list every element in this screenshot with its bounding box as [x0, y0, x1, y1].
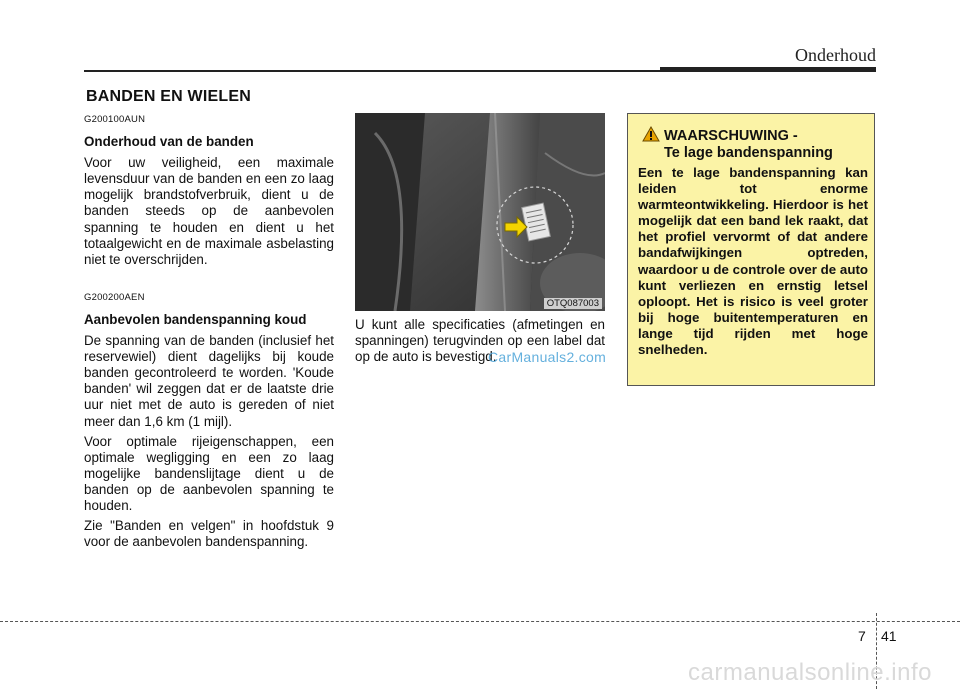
subheading: Onderhoud van de banden	[84, 134, 254, 150]
subheading: Aanbevolen bandenspanning koud	[84, 311, 307, 327]
figure-caption-text: U kunt alle specificaties (afmetingen en spanningen) terugvinden op een label dat op de auto is bevestigd.	[355, 317, 605, 365]
section-code: G200200AEN	[84, 291, 145, 303]
warning-box	[627, 113, 875, 386]
paragraph: Voor uw veiligheid, een maximale levensduur van de banden en een zo laag mogelijk brandstofverbruik, dient u de banden steeds op de aanbevolen spanning te houden en dient u het totaalgewicht en de maximale asbelasting niet te overschrijden.	[84, 155, 334, 267]
watermark-text: CarManuals2.com	[488, 349, 607, 365]
warning-body: Een te lage bandenspanning kan leiden tot enorme warmteontwikkeling. Hierdoor is het mogelijk dat een band lek raakt, dat het profiel vervormt of dat andere bandafwijkingen optreden, waardoor u de controle over de auto kunt verliezen en ernstig letsel oploopt. Het is risico is veel groter bij hoge buitentemperaturen en lange tijd rijden met hoge snelheden.	[638, 165, 868, 358]
section-code: G200100AUN	[84, 114, 146, 125]
section-title: BANDEN EN WIELEN	[86, 88, 251, 105]
door-pillar-photo	[355, 113, 605, 311]
chapter-header: Onderhoud	[795, 45, 876, 65]
header-rule	[84, 70, 660, 72]
paragraph: Zie "Banden en velgen" in hoofdstuk 9 voor de aanbevolen bandenspanning.	[84, 518, 334, 550]
warning-title: WAARSCHUWING -	[664, 128, 798, 144]
header-rule-thick	[660, 67, 876, 72]
warning-subtitle: Te lage bandenspanning	[664, 145, 833, 161]
site-watermark: carmanualsonline.info	[688, 659, 932, 686]
footer-rule	[0, 621, 960, 622]
page-number: 41	[881, 628, 897, 644]
paragraph: Voor optimale rijeigenschappen, een optimale wegligging en een zo laag mogelijke bandenslijtage dient u de banden op de aanbevolen spanning te houden.	[84, 433, 334, 513]
figure-code: OTQ087003	[544, 298, 602, 309]
chapter-number: 7	[858, 628, 866, 644]
left-column	[84, 112, 334, 554]
paragraph: De spanning van de banden (inclusief het reservewiel) dient dagelijks bij koude banden gecontroleerd te worden. 'Koude banden' wil zeggen dat er de laatste drie uur niet met de auto is gereden of niet meer dan 1,6 km (1 mijl).	[84, 333, 334, 429]
tire-label-illustration	[355, 113, 605, 311]
warning-icon	[642, 126, 660, 142]
